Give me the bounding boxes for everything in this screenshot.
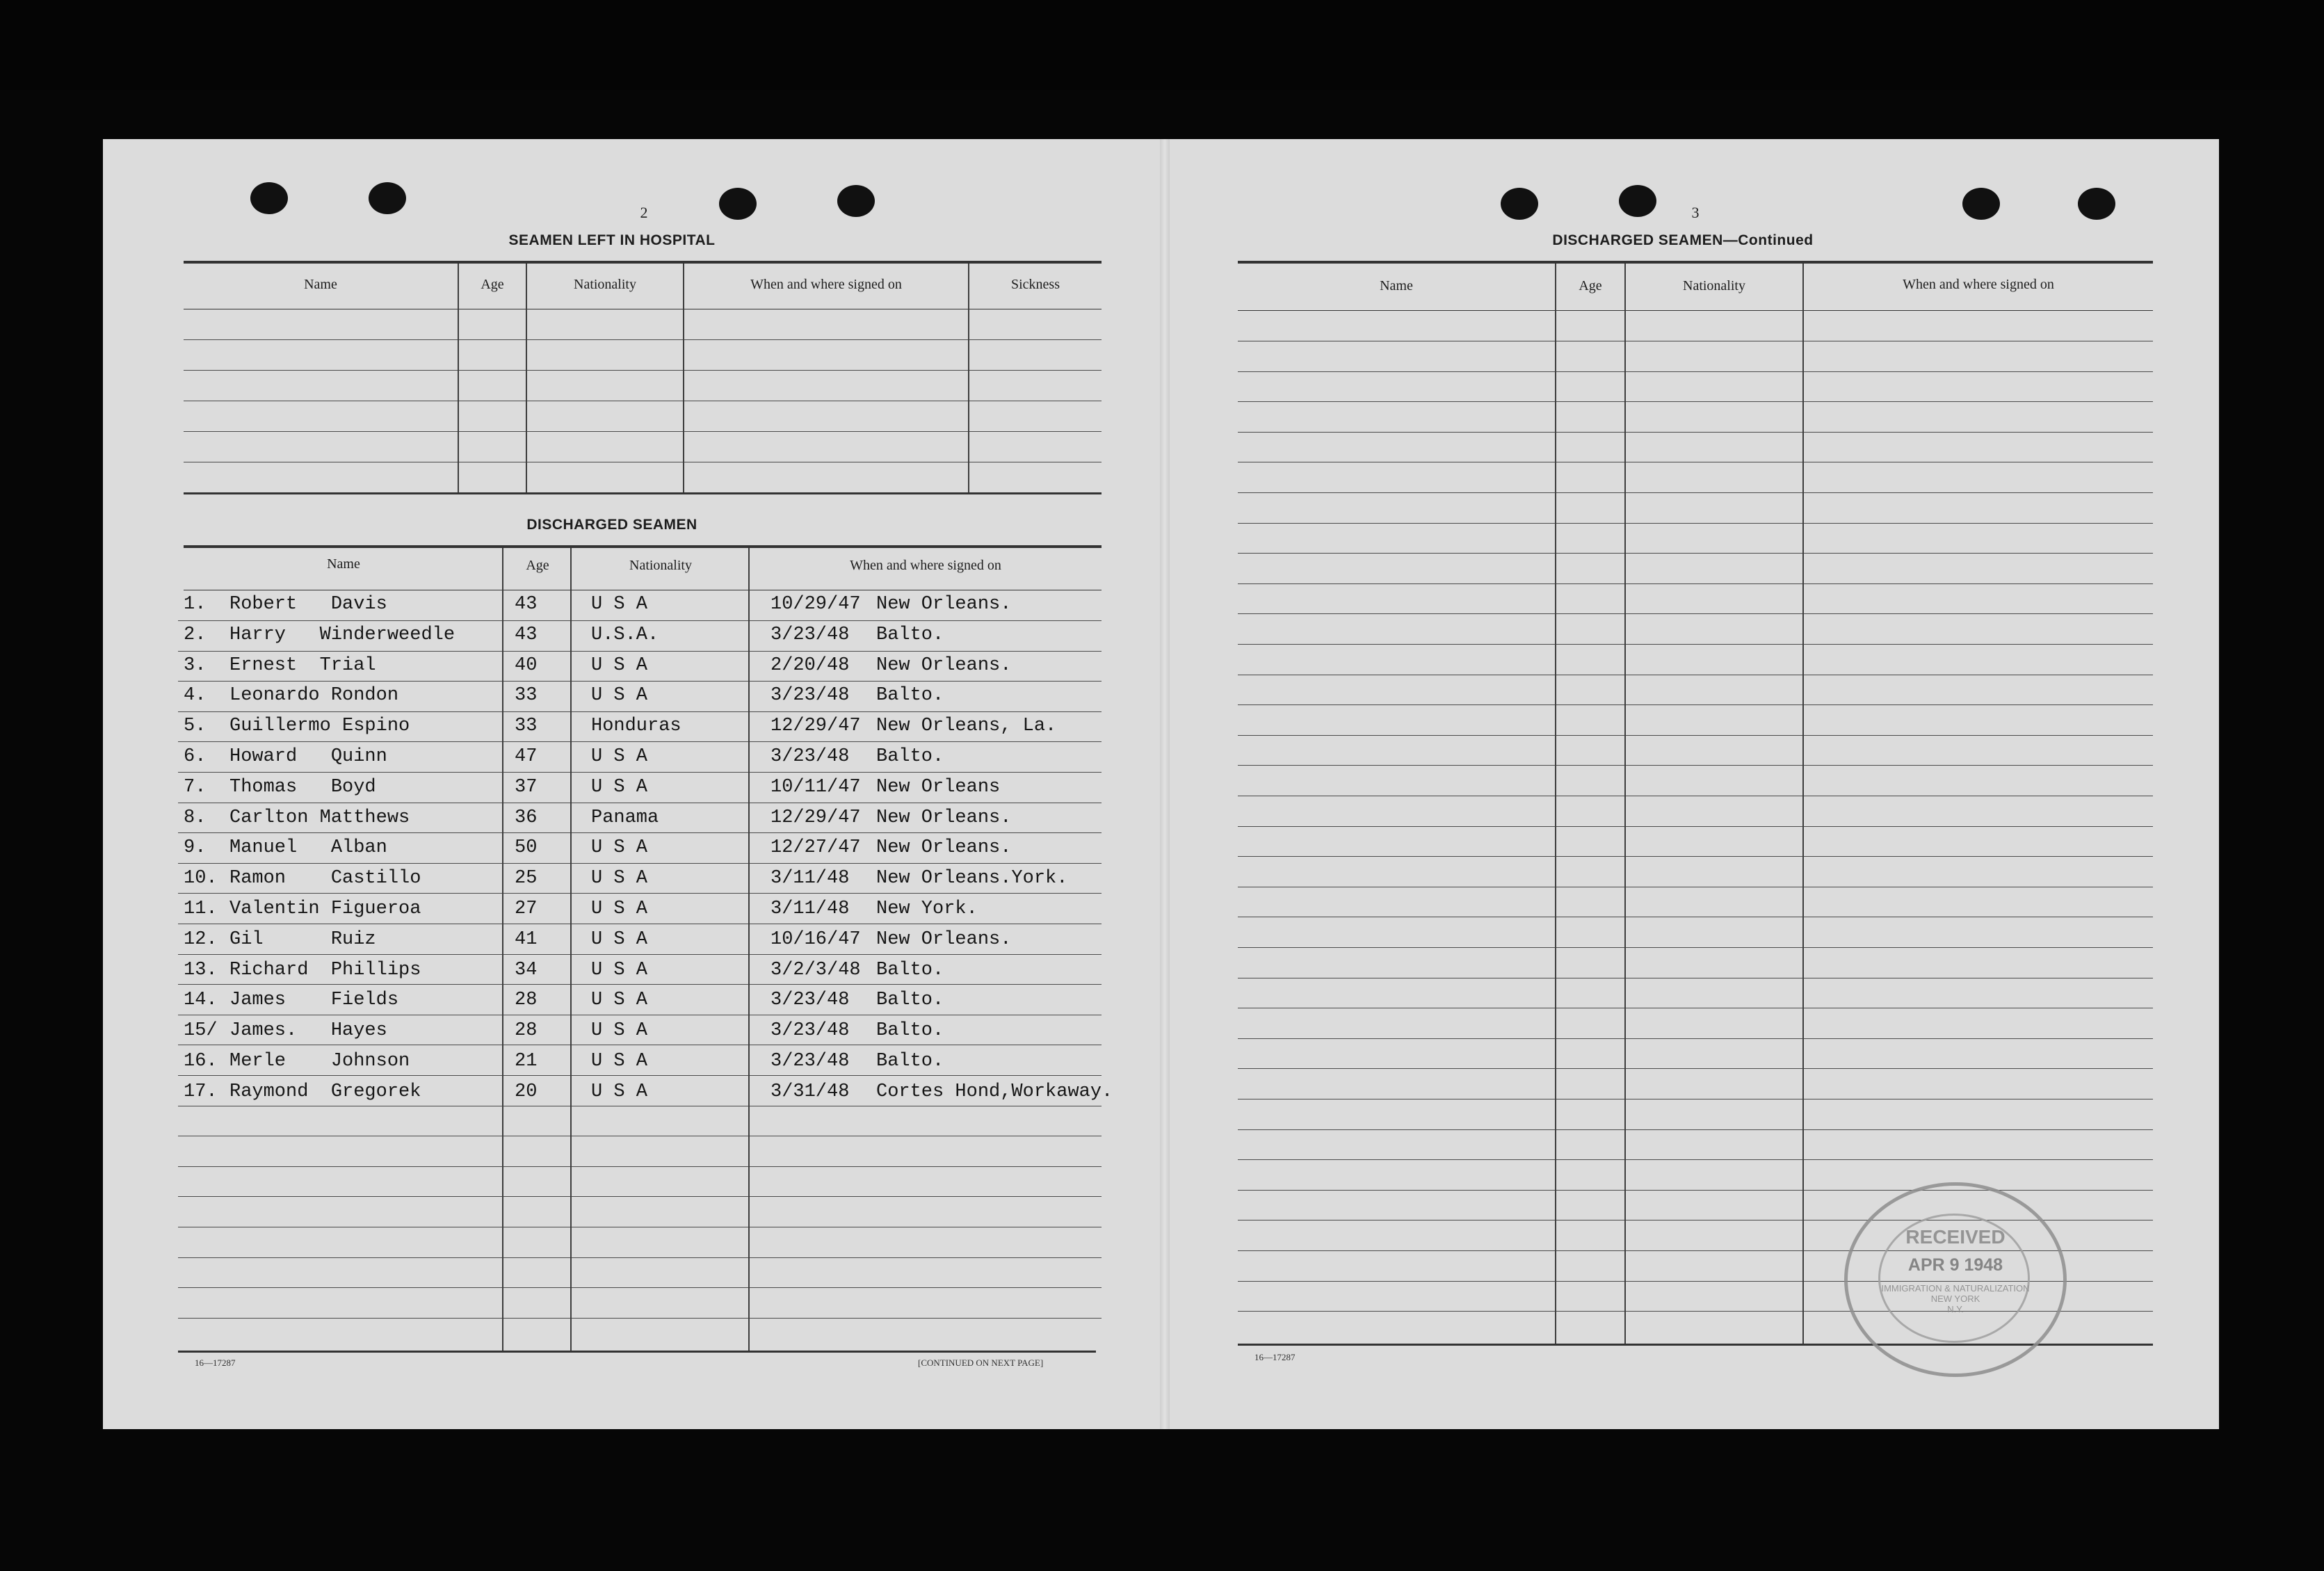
ruled-line bbox=[1238, 1068, 2153, 1069]
discharged-col-name: Name bbox=[327, 556, 360, 572]
signed-on-place: Balto. bbox=[876, 990, 944, 1011]
ruled-line bbox=[178, 651, 1102, 652]
received-stamp bbox=[1844, 1182, 2067, 1377]
ruled-line bbox=[1238, 735, 2153, 736]
discharged-section-title: DISCHARGED SEAMEN bbox=[526, 517, 697, 533]
row-number: 4. bbox=[184, 685, 207, 707]
row-number: 13. bbox=[184, 959, 218, 981]
ruled-line bbox=[184, 431, 1102, 432]
seaman-nationality: U S A bbox=[591, 1081, 648, 1102]
row-number: 16. bbox=[184, 1051, 218, 1072]
ruled-line bbox=[1238, 583, 2153, 584]
table-bottom-rule bbox=[178, 1351, 1096, 1353]
signed-on-place: New Orleans bbox=[876, 776, 1001, 798]
column-divider bbox=[683, 264, 684, 492]
table-header-rule bbox=[1238, 310, 2153, 311]
punch-hole bbox=[2078, 188, 2115, 220]
seaman-name: Guillermo Espino bbox=[229, 716, 410, 737]
ruled-line bbox=[178, 741, 1102, 742]
row-number: 1. bbox=[184, 594, 207, 615]
ruled-line bbox=[1238, 1038, 2153, 1039]
signed-on-date: 10/11/47 bbox=[770, 776, 861, 798]
ruled-line bbox=[178, 1196, 1102, 1197]
seaman-name: Richard Phillips bbox=[229, 959, 421, 981]
row-number: 7. bbox=[184, 776, 207, 798]
stamp-date: APR 9 1948 bbox=[1907, 1255, 2003, 1275]
signed-on-date: 3/23/48 bbox=[770, 685, 850, 707]
stamp-state: N.Y. bbox=[1947, 1304, 1964, 1314]
hospital-col-signed-on: When and where signed on bbox=[750, 277, 902, 292]
signed-on-place: Balto. bbox=[876, 624, 944, 645]
form-number: 16—17287 bbox=[195, 1357, 236, 1368]
seaman-nationality: U S A bbox=[591, 959, 648, 981]
ruled-line bbox=[1238, 856, 2153, 857]
seaman-name: Gil Ruiz bbox=[229, 928, 376, 950]
seaman-age: 36 bbox=[515, 807, 538, 828]
ruled-line bbox=[178, 681, 1102, 682]
seaman-nationality: U S A bbox=[591, 928, 648, 950]
signed-on-place: Balto. bbox=[876, 1020, 944, 1042]
signed-on-place: New Orleans. bbox=[876, 928, 1012, 950]
discharged-col-signed-on: When and where signed on bbox=[850, 558, 1001, 573]
signed-on-date: 12/27/47 bbox=[770, 837, 861, 859]
scanner-border bbox=[0, 0, 2324, 90]
seaman-age: 43 bbox=[515, 624, 538, 645]
signed-on-place: Balto. bbox=[876, 685, 944, 707]
row-number: 17. bbox=[184, 1081, 218, 1102]
ruled-line bbox=[1238, 492, 2153, 493]
column-divider bbox=[1624, 264, 1626, 1346]
ruled-line bbox=[178, 984, 1102, 985]
signed-on-date: 10/16/47 bbox=[770, 928, 861, 950]
table-bottom-rule bbox=[184, 492, 1102, 494]
hospital-section-title: SEAMEN LEFT IN HOSPITAL bbox=[508, 232, 716, 248]
ruled-line bbox=[178, 711, 1102, 712]
ruled-line bbox=[178, 832, 1102, 833]
punch-hole bbox=[837, 185, 875, 217]
signed-on-date: 10/29/47 bbox=[770, 594, 861, 615]
signed-on-date: 3/23/48 bbox=[770, 624, 850, 645]
punch-hole bbox=[369, 182, 406, 214]
hospital-col-sickness: Sickness bbox=[1011, 277, 1060, 292]
ruled-line bbox=[1238, 644, 2153, 645]
seaman-nationality: U S A bbox=[591, 837, 648, 859]
seaman-name: Merle Johnson bbox=[229, 1051, 410, 1072]
signed-on-place: Balto. bbox=[876, 959, 944, 981]
seaman-nationality: U S A bbox=[591, 776, 648, 798]
seaman-nationality: U S A bbox=[591, 1020, 648, 1042]
seaman-nationality: U S A bbox=[591, 685, 648, 707]
seaman-nationality: U.S.A. bbox=[591, 624, 659, 645]
ruled-line bbox=[178, 1075, 1102, 1076]
row-number: 5. bbox=[184, 716, 207, 737]
seaman-age: 37 bbox=[515, 776, 538, 798]
signed-on-place: Balto. bbox=[876, 1051, 944, 1072]
signed-on-date: 3/31/48 bbox=[770, 1081, 850, 1102]
column-divider bbox=[526, 264, 527, 492]
seaman-name: Raymond Gregorek bbox=[229, 1081, 421, 1102]
ruled-line bbox=[1238, 826, 2153, 827]
ruled-line bbox=[1238, 947, 2153, 948]
seaman-nationality: Panama bbox=[591, 807, 659, 828]
seaman-nationality: U S A bbox=[591, 1051, 648, 1072]
ruled-line bbox=[178, 772, 1102, 773]
seaman-age: 41 bbox=[515, 928, 538, 950]
stamp-received: RECEIVED bbox=[1905, 1226, 2006, 1248]
signed-on-date: 2/20/48 bbox=[770, 654, 850, 676]
ruled-line bbox=[1238, 613, 2153, 614]
discharged-col-nationality: Nationality bbox=[629, 558, 692, 573]
continued-col-nationality: Nationality bbox=[1683, 278, 1745, 293]
signed-on-date: 3/11/48 bbox=[770, 899, 850, 919]
column-divider bbox=[502, 548, 503, 1352]
signed-on-place: New Orleans, La. bbox=[876, 716, 1057, 737]
ruled-line bbox=[178, 1166, 1102, 1167]
table-top-rule bbox=[184, 261, 1102, 264]
signed-on-date: 3/11/48 bbox=[770, 868, 850, 889]
seaman-age: 28 bbox=[515, 1020, 538, 1042]
ruled-line bbox=[1238, 1190, 2153, 1191]
continued-col-age: Age bbox=[1579, 278, 1602, 293]
signed-on-date: 3/2/3/48 bbox=[770, 959, 861, 981]
column-divider bbox=[1555, 264, 1556, 1346]
seaman-nationality: U S A bbox=[591, 746, 648, 767]
hospital-col-age: Age bbox=[481, 277, 504, 292]
column-divider bbox=[570, 548, 572, 1352]
punch-hole bbox=[1619, 185, 1656, 217]
hospital-col-nationality: Nationality bbox=[574, 277, 636, 292]
punch-hole bbox=[250, 182, 288, 214]
signed-on-place: New Orleans.York. bbox=[876, 868, 1068, 889]
seaman-nationality: U S A bbox=[591, 594, 648, 615]
seaman-name: Harry Winderweedle bbox=[229, 624, 455, 645]
ruled-line bbox=[1238, 371, 2153, 372]
page-number: 2 bbox=[640, 204, 648, 221]
signed-on-place: New Orleans. bbox=[876, 654, 1012, 676]
row-number: 6. bbox=[184, 746, 207, 767]
seaman-age: 33 bbox=[515, 716, 538, 737]
form-number: 16—17287 bbox=[1254, 1352, 1296, 1362]
seaman-name: Howard Quinn bbox=[229, 746, 387, 767]
seaman-age: 25 bbox=[515, 868, 538, 889]
ruled-line bbox=[178, 620, 1102, 621]
seaman-nationality: U S A bbox=[591, 654, 648, 676]
seaman-name: Ramon Castillo bbox=[229, 868, 421, 889]
seaman-name: Manuel Alban bbox=[229, 837, 387, 859]
signed-on-date: 3/23/48 bbox=[770, 746, 850, 767]
signed-on-date: 3/23/48 bbox=[770, 1051, 850, 1072]
row-number: 9. bbox=[184, 837, 207, 859]
column-divider bbox=[1802, 264, 1804, 1346]
signed-on-place: New Orleans. bbox=[876, 837, 1012, 859]
row-number: 15/ bbox=[184, 1020, 218, 1042]
column-divider bbox=[458, 264, 459, 492]
column-divider bbox=[748, 548, 750, 1352]
ruled-line bbox=[1238, 1129, 2153, 1130]
row-number: 3. bbox=[184, 654, 207, 676]
signed-on-date: 3/23/48 bbox=[770, 990, 850, 1011]
seaman-name: Thomas Boyd bbox=[229, 776, 376, 798]
ruled-line bbox=[178, 1318, 1102, 1319]
seaman-age: 47 bbox=[515, 746, 538, 767]
ruled-line bbox=[1238, 523, 2153, 524]
ruled-line bbox=[1238, 432, 2153, 433]
seaman-age: 34 bbox=[515, 959, 538, 981]
ruled-line bbox=[178, 893, 1102, 894]
seaman-nationality: Honduras bbox=[591, 716, 681, 737]
page-gutter bbox=[1160, 139, 1170, 1429]
page-number: 3 bbox=[1691, 204, 1700, 221]
table-top-rule bbox=[184, 545, 1102, 548]
seaman-age: 21 bbox=[515, 1051, 538, 1072]
seaman-name: Ernest Trial bbox=[229, 654, 376, 676]
stamp-agency: IMMIGRATION & NATURALIZATION bbox=[1881, 1283, 2030, 1294]
signed-on-place: New York. bbox=[876, 899, 978, 919]
seaman-name: Leonardo Rondon bbox=[229, 685, 399, 707]
punch-hole bbox=[719, 188, 757, 220]
seaman-nationality: U S A bbox=[591, 899, 648, 919]
row-number: 12. bbox=[184, 928, 218, 950]
signed-on-place: Cortes Hond,Workaway. bbox=[876, 1081, 1113, 1102]
continued-col-name: Name bbox=[1380, 278, 1413, 293]
ruled-line bbox=[1238, 401, 2153, 402]
punch-hole bbox=[1962, 188, 2000, 220]
signed-on-date: 3/23/48 bbox=[770, 1020, 850, 1042]
discharged-col-age: Age bbox=[526, 558, 549, 573]
stamp-city: NEW YORK bbox=[1930, 1294, 1980, 1304]
column-divider bbox=[968, 264, 969, 492]
ruled-line bbox=[178, 863, 1102, 864]
continued-note: [CONTINUED ON NEXT PAGE] bbox=[918, 1357, 1044, 1368]
signed-on-place: New Orleans. bbox=[876, 594, 1012, 615]
seaman-nationality: U S A bbox=[591, 990, 648, 1011]
continued-col-signed-on: When and where signed on bbox=[1903, 277, 2054, 292]
table-top-rule bbox=[1238, 261, 2153, 264]
punch-hole bbox=[1501, 188, 1538, 220]
seaman-name: James. Hayes bbox=[229, 1020, 387, 1042]
seaman-nationality: U S A bbox=[591, 868, 648, 889]
ruled-line bbox=[1238, 765, 2153, 766]
ruled-line bbox=[1238, 1159, 2153, 1160]
seaman-age: 33 bbox=[515, 685, 538, 707]
seaman-age: 40 bbox=[515, 654, 538, 676]
seaman-age: 20 bbox=[515, 1081, 538, 1102]
seaman-name: James Fields bbox=[229, 990, 399, 1011]
seaman-age: 50 bbox=[515, 837, 538, 859]
ruled-line bbox=[184, 339, 1102, 340]
signed-on-date: 12/29/47 bbox=[770, 807, 861, 828]
signed-on-place: Balto. bbox=[876, 746, 944, 767]
signed-on-place: New Orleans. bbox=[876, 807, 1012, 828]
discharged-continued-title: DISCHARGED SEAMEN—Continued bbox=[1552, 232, 1814, 248]
seaman-name: Carlton Matthews bbox=[229, 807, 410, 828]
seaman-name: Valentin Figueroa bbox=[229, 899, 421, 919]
ruled-line bbox=[178, 954, 1102, 955]
ruled-line bbox=[184, 370, 1102, 371]
hospital-col-name: Name bbox=[304, 277, 337, 292]
row-number: 14. bbox=[184, 990, 218, 1011]
row-number: 11. bbox=[184, 899, 218, 919]
row-number: 8. bbox=[184, 807, 207, 828]
seaman-age: 27 bbox=[515, 899, 538, 919]
ruled-line bbox=[178, 1287, 1102, 1288]
signed-on-date: 12/29/47 bbox=[770, 716, 861, 737]
row-number: 2. bbox=[184, 624, 207, 645]
row-number: 10. bbox=[184, 868, 218, 889]
ruled-line bbox=[178, 1257, 1102, 1258]
ruled-line bbox=[1238, 553, 2153, 554]
seaman-age: 28 bbox=[515, 990, 538, 1011]
ruled-line bbox=[1238, 704, 2153, 705]
seaman-age: 43 bbox=[515, 594, 538, 615]
seaman-name: Robert Davis bbox=[229, 594, 387, 615]
